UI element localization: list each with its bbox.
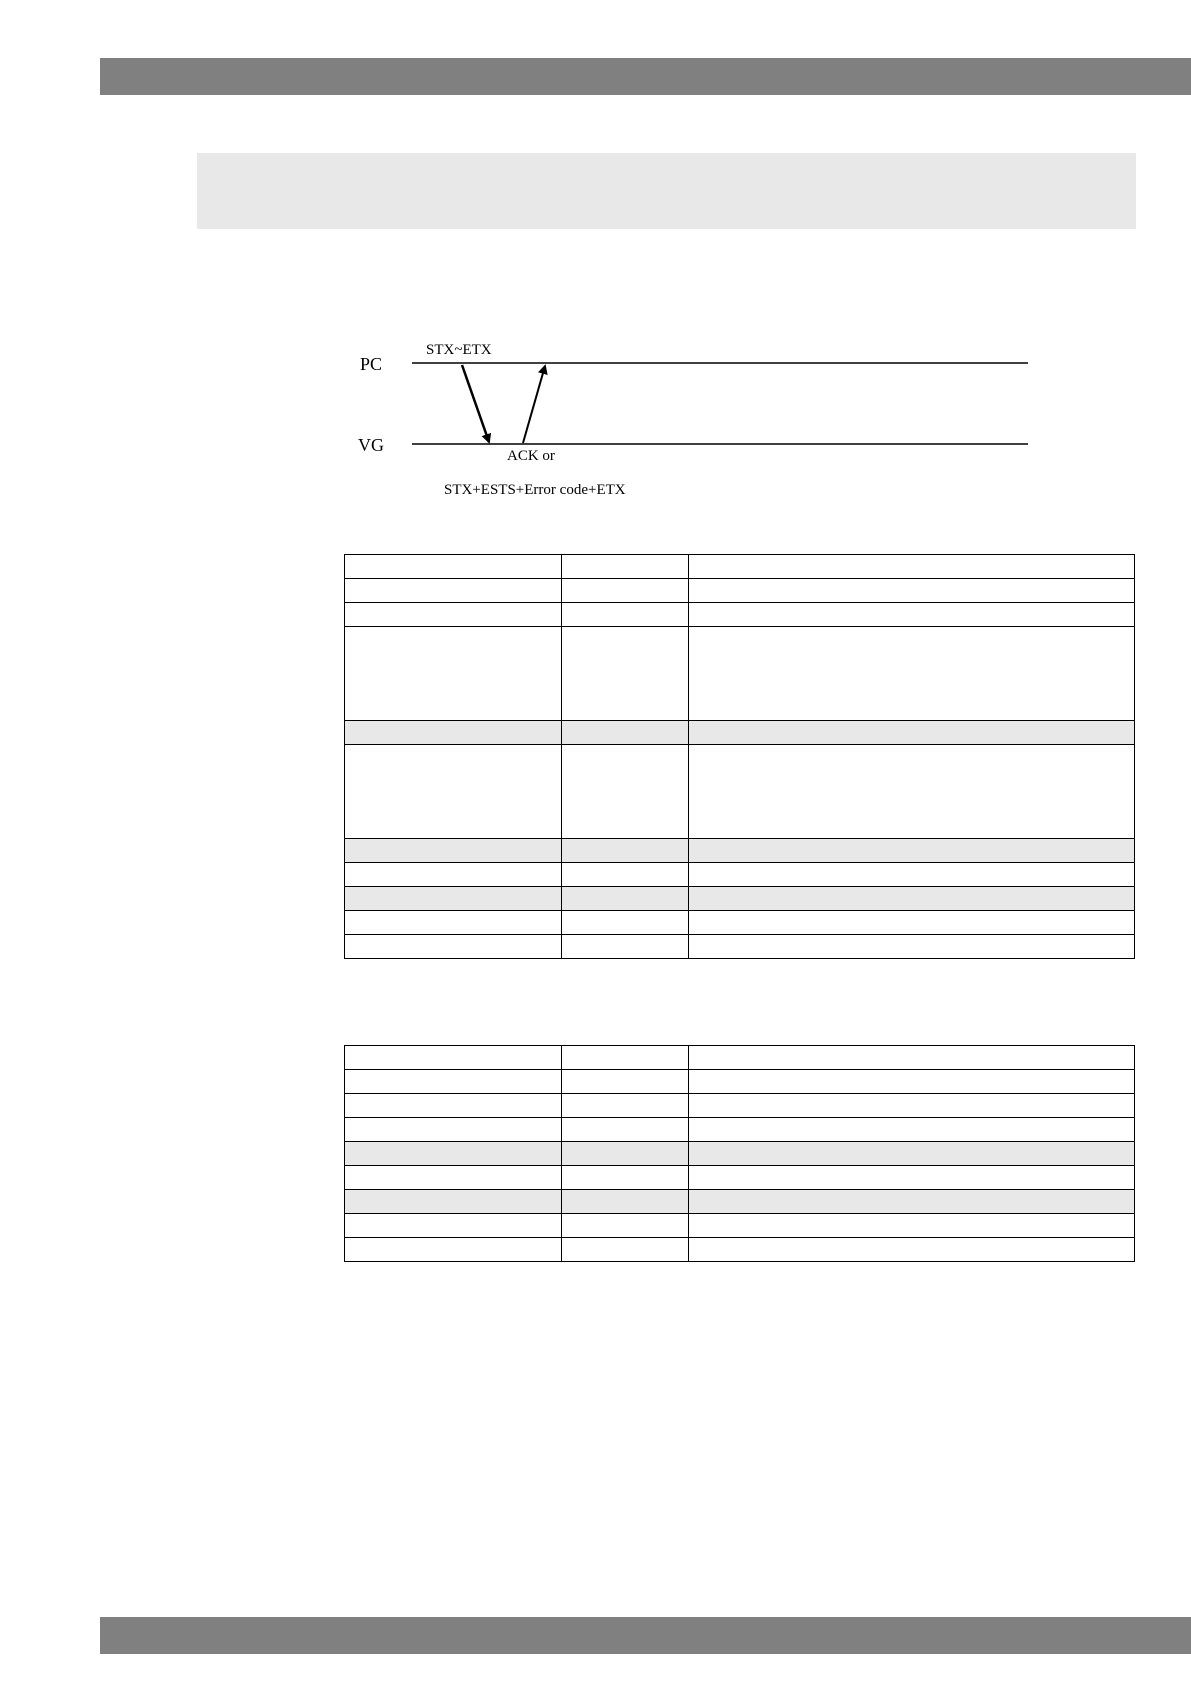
- table-cell: [689, 1046, 1135, 1070]
- table-cell: [345, 603, 562, 627]
- table-cell: [562, 1166, 689, 1190]
- table-row: [345, 1238, 1135, 1262]
- table-cell: [345, 911, 562, 935]
- pc-label: PC: [360, 354, 383, 374]
- table-cell: [689, 1070, 1135, 1094]
- vg-to-pc-arrow: [523, 366, 545, 443]
- table-cell: [562, 1214, 689, 1238]
- table-cell: [562, 839, 689, 863]
- table-cell: [689, 579, 1135, 603]
- table-cell: [689, 1118, 1135, 1142]
- communication-sequence-diagram: [340, 330, 1040, 510]
- table-cell: [689, 745, 1135, 839]
- footer-bar: [100, 1617, 1191, 1654]
- table-cell: [689, 839, 1135, 863]
- pc-to-vg-arrow: [462, 365, 489, 442]
- table-row: [345, 579, 1135, 603]
- table-cell: [562, 1070, 689, 1094]
- table-cell: [345, 1142, 562, 1166]
- table-row: [345, 1046, 1135, 1070]
- table-row: [345, 863, 1135, 887]
- table-cell: [345, 1046, 562, 1070]
- table-cell: [345, 1118, 562, 1142]
- table-row: [345, 745, 1135, 839]
- table-cell: [562, 863, 689, 887]
- table-cell: [562, 1094, 689, 1118]
- table-row: [345, 839, 1135, 863]
- table-cell: [689, 1094, 1135, 1118]
- table-cell: [562, 887, 689, 911]
- table-cell: [345, 839, 562, 863]
- table-row: [345, 935, 1135, 959]
- table-row: [345, 1094, 1135, 1118]
- table-cell: [562, 603, 689, 627]
- table-cell: [345, 887, 562, 911]
- table-cell: [562, 1238, 689, 1262]
- table-cell: [345, 1214, 562, 1238]
- table-row: [345, 1142, 1135, 1166]
- table-cell: [345, 627, 562, 721]
- table-cell: [345, 555, 562, 579]
- table-cell: [345, 1190, 562, 1214]
- table-cell: [689, 721, 1135, 745]
- table-row: [345, 1214, 1135, 1238]
- table-cell: [345, 721, 562, 745]
- table-row: [345, 627, 1135, 721]
- table-row: [345, 603, 1135, 627]
- table-row: [345, 887, 1135, 911]
- vg-label: VG: [358, 435, 384, 455]
- table-cell: [689, 887, 1135, 911]
- table-cell: [689, 1166, 1135, 1190]
- table-cell: [562, 555, 689, 579]
- table-cell: [689, 935, 1135, 959]
- table-cell: [562, 1142, 689, 1166]
- table-cell: [345, 1070, 562, 1094]
- command-table: [344, 554, 1135, 959]
- table-cell: [562, 1118, 689, 1142]
- table-row: [345, 1190, 1135, 1214]
- table-cell: [562, 911, 689, 935]
- table-cell: [345, 935, 562, 959]
- response-table: [344, 1045, 1135, 1262]
- table-cell: [562, 627, 689, 721]
- table-cell: [562, 745, 689, 839]
- table-cell: [689, 555, 1135, 579]
- table-cell: [562, 579, 689, 603]
- table-cell: [345, 1166, 562, 1190]
- section-heading-box: [197, 153, 1136, 229]
- table-row: [345, 555, 1135, 579]
- table-row: [345, 721, 1135, 745]
- table-cell: [562, 1190, 689, 1214]
- table-cell: [562, 1046, 689, 1070]
- table-row: [345, 1118, 1135, 1142]
- error-response-label: STX+ESTS+Error code+ETX: [444, 482, 626, 498]
- table-cell: [345, 1094, 562, 1118]
- table-cell: [689, 1190, 1135, 1214]
- table-cell: [689, 863, 1135, 887]
- table-cell: [689, 911, 1135, 935]
- table-row: [345, 1166, 1135, 1190]
- table-row: [345, 1070, 1135, 1094]
- send-frame-label: STX~ETX: [426, 342, 492, 358]
- table-cell: [345, 745, 562, 839]
- ack-label: ACK or: [507, 448, 555, 464]
- table-cell: [689, 1238, 1135, 1262]
- table-cell: [345, 1238, 562, 1262]
- table-cell: [345, 579, 562, 603]
- table-cell: [562, 721, 689, 745]
- table-cell: [689, 627, 1135, 721]
- table-cell: [689, 603, 1135, 627]
- table-cell: [562, 935, 689, 959]
- table-cell: [689, 1142, 1135, 1166]
- table-cell: [345, 863, 562, 887]
- header-bar: [100, 58, 1191, 95]
- table-row: [345, 911, 1135, 935]
- table-cell: [689, 1214, 1135, 1238]
